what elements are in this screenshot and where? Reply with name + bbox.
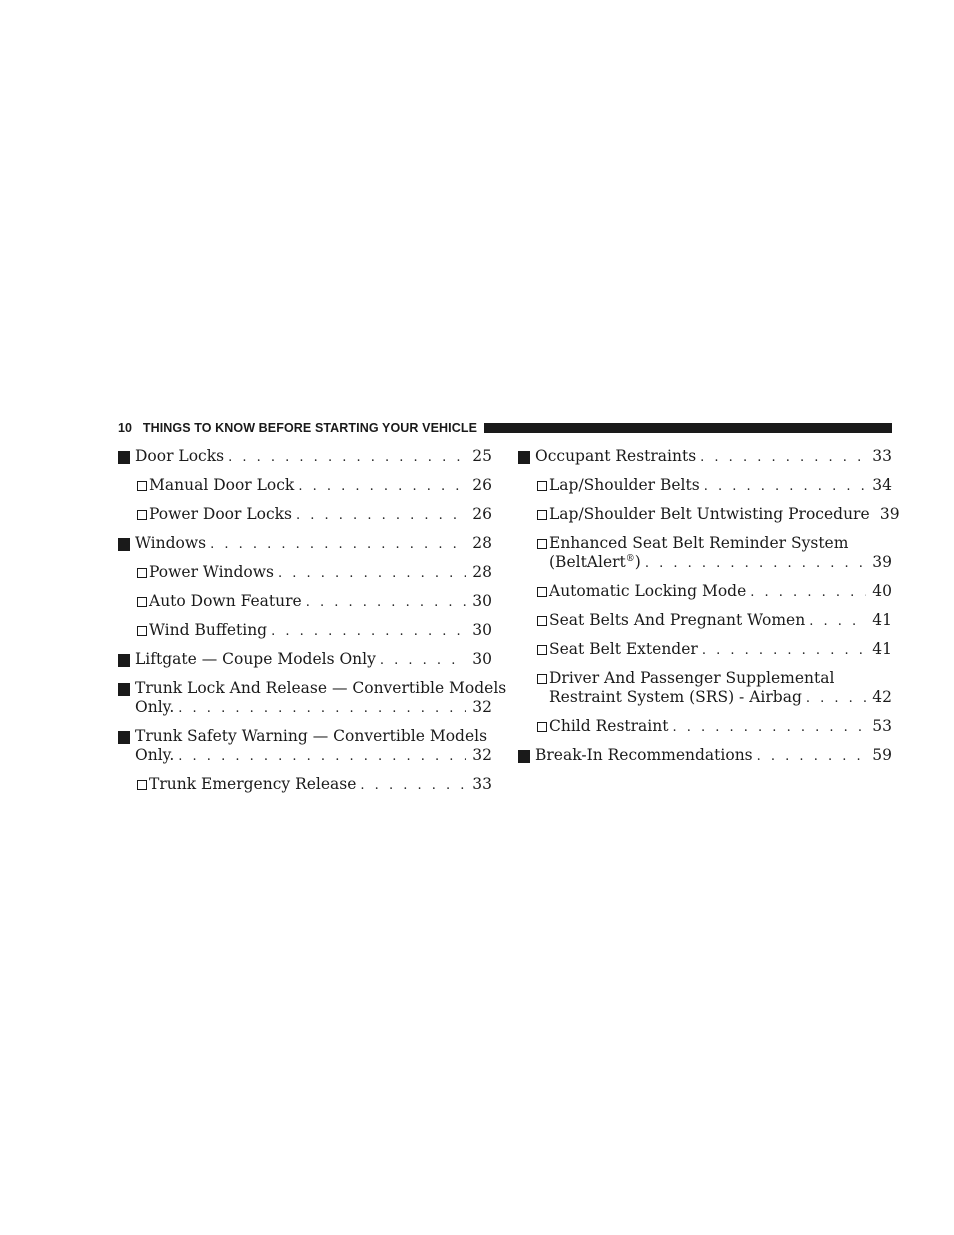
dot-leader [360,776,466,795]
page-number: 10 [118,421,133,435]
section-title: THINGS TO KNOW BEFORE STARTING YOUR VEHICLE [142,421,478,435]
toc-entry-page-number: 26 [472,476,492,494]
toc-entry[interactable] [518,582,892,602]
toc-entry-page-number: 30 [472,621,492,639]
toc-entry-title: Lap/Shoulder Belts [549,476,700,494]
toc-entry[interactable] [118,679,507,718]
toc-entry[interactable] [518,611,892,631]
toc-entry-title: Automatic Locking Mode [549,582,747,600]
filled-square-bullet-icon [118,731,130,744]
dot-leader [380,651,466,670]
toc-entry-page-number: 28 [472,563,492,581]
hollow-square-bullet-icon [537,722,547,732]
dot-leader [704,477,866,496]
toc-entry-title: Occupant Restraints [535,447,697,465]
dot-leader [298,477,466,496]
page-header-text [118,421,477,435]
filled-square-bullet-icon [518,750,530,763]
toc-entry-title: Only. [135,698,175,716]
hollow-square-bullet-icon [137,626,147,636]
filled-square-bullet-icon [118,451,130,464]
dot-leader [700,448,866,467]
hollow-square-bullet-icon [537,616,547,626]
header-rule [484,423,892,433]
dot-leader [278,564,466,583]
page-header [118,418,892,438]
toc-entry[interactable] [118,447,492,467]
toc-entry-page-number: 41 [872,611,892,629]
dot-leader [228,448,466,467]
toc-entry-title-line: Trunk Safety Warning — Convertible Models [135,727,488,745]
toc-entry[interactable] [518,505,900,525]
dot-leader [306,593,466,612]
toc-entry-title: Auto Down Feature [149,592,302,610]
filled-square-bullet-icon [518,451,530,464]
toc-entry[interactable] [118,505,492,525]
dot-leader [178,747,466,766]
toc-entry-title: Door Locks [135,447,225,465]
toc-entry-title: Windows [135,534,207,552]
toc-entry-page-number: 33 [472,775,492,793]
toc-entry-page-number: 25 [472,447,492,465]
toc-entry[interactable] [118,534,492,554]
toc-entry[interactable] [118,563,492,583]
dot-leader [809,612,866,631]
toc-entry[interactable] [118,650,492,670]
toc-entry-page-number: 39 [879,505,900,523]
toc-entry-title: Liftgate — Coupe Models Only [135,650,376,668]
toc-entry[interactable] [518,746,892,766]
hollow-square-bullet-icon [137,510,147,520]
toc-entry-page-number: 26 [472,505,492,523]
toc-entry-title: Power Door Locks [149,505,292,523]
hollow-square-bullet-icon [137,481,147,491]
dot-leader [672,718,866,737]
toc-entry-page-number: 30 [472,650,492,668]
toc-entry-page-number: 41 [872,640,892,658]
toc-entry-title: Child Restraint [549,717,669,735]
toc-entry-title-line: Enhanced Seat Belt Reminder System [549,534,849,552]
dot-leader [806,689,866,708]
toc-entry[interactable] [118,775,492,795]
toc-entry-page-number: 42 [872,688,892,706]
toc-entry-title: Manual Door Lock [149,476,295,494]
toc-entry[interactable] [118,621,492,641]
toc-entry-page-number: 53 [872,717,892,735]
toc-entry[interactable] [518,669,892,708]
toc-entry-title: Trunk Emergency Release [149,775,357,793]
hollow-square-bullet-icon [537,539,547,549]
toc-entry-page-number: 32 [472,698,492,716]
hollow-square-bullet-icon [137,597,147,607]
toc-entry-page-number: 32 [472,746,492,764]
hollow-square-bullet-icon [537,645,547,655]
toc-entry-page-number: 34 [872,476,892,494]
toc-entry-title: Power Windows [149,563,274,581]
filled-square-bullet-icon [118,683,130,696]
dot-leader [296,506,466,525]
hollow-square-bullet-icon [137,568,147,578]
toc-entry-title-line: Trunk Lock And Release — Convertible Models [135,679,507,697]
hollow-square-bullet-icon [537,481,547,491]
toc-entry-title: Break-In Recommendations [535,746,753,764]
dot-leader [645,554,866,573]
dot-leader [702,641,866,660]
toc-entry-title: Seat Belt Extender [549,640,698,658]
toc-entry[interactable] [518,717,892,737]
toc-entry-title-line: Driver And Passenger Supplemental [549,669,835,687]
toc-entry[interactable] [118,592,492,612]
toc-entry-page-number: 30 [472,592,492,610]
toc-entry[interactable] [118,727,492,766]
dot-leader [178,699,466,718]
registered-mark: ® [625,553,635,564]
toc-entry-title: Only. [135,746,175,764]
dot-leader [271,622,466,641]
toc-entry-page-number: 39 [872,553,892,571]
toc-entry[interactable] [518,640,892,660]
toc-entry-page-number: 40 [872,582,892,600]
toc-entry[interactable] [518,447,892,467]
toc-entry-title: (BeltAlert®) [549,553,641,571]
toc-entry-page-number: 28 [472,534,492,552]
toc-entry[interactable] [518,476,892,496]
dot-leader [750,583,866,602]
filled-square-bullet-icon [118,654,130,667]
hollow-square-bullet-icon [537,674,547,684]
dot-leader [210,535,466,554]
toc-entry-title: Wind Buffeting [149,621,268,639]
toc-entry-page-number: 33 [872,447,892,465]
toc-left-column [118,447,507,804]
toc-entry-page-number: 59 [872,746,892,764]
hollow-square-bullet-icon [537,587,547,597]
toc-right-column [518,447,900,775]
dot-leader [757,747,866,766]
hollow-square-bullet-icon [537,510,547,520]
toc-entry-title: Lap/Shoulder Belt Untwisting Procedure [549,505,870,523]
toc-entry-title: Seat Belts And Pregnant Women [549,611,806,629]
hollow-square-bullet-icon [137,780,147,790]
toc-entry[interactable] [118,476,492,496]
filled-square-bullet-icon [118,538,130,551]
toc-entry-title: Restraint System (SRS) - Airbag [549,688,802,706]
toc-entry[interactable] [518,534,892,573]
